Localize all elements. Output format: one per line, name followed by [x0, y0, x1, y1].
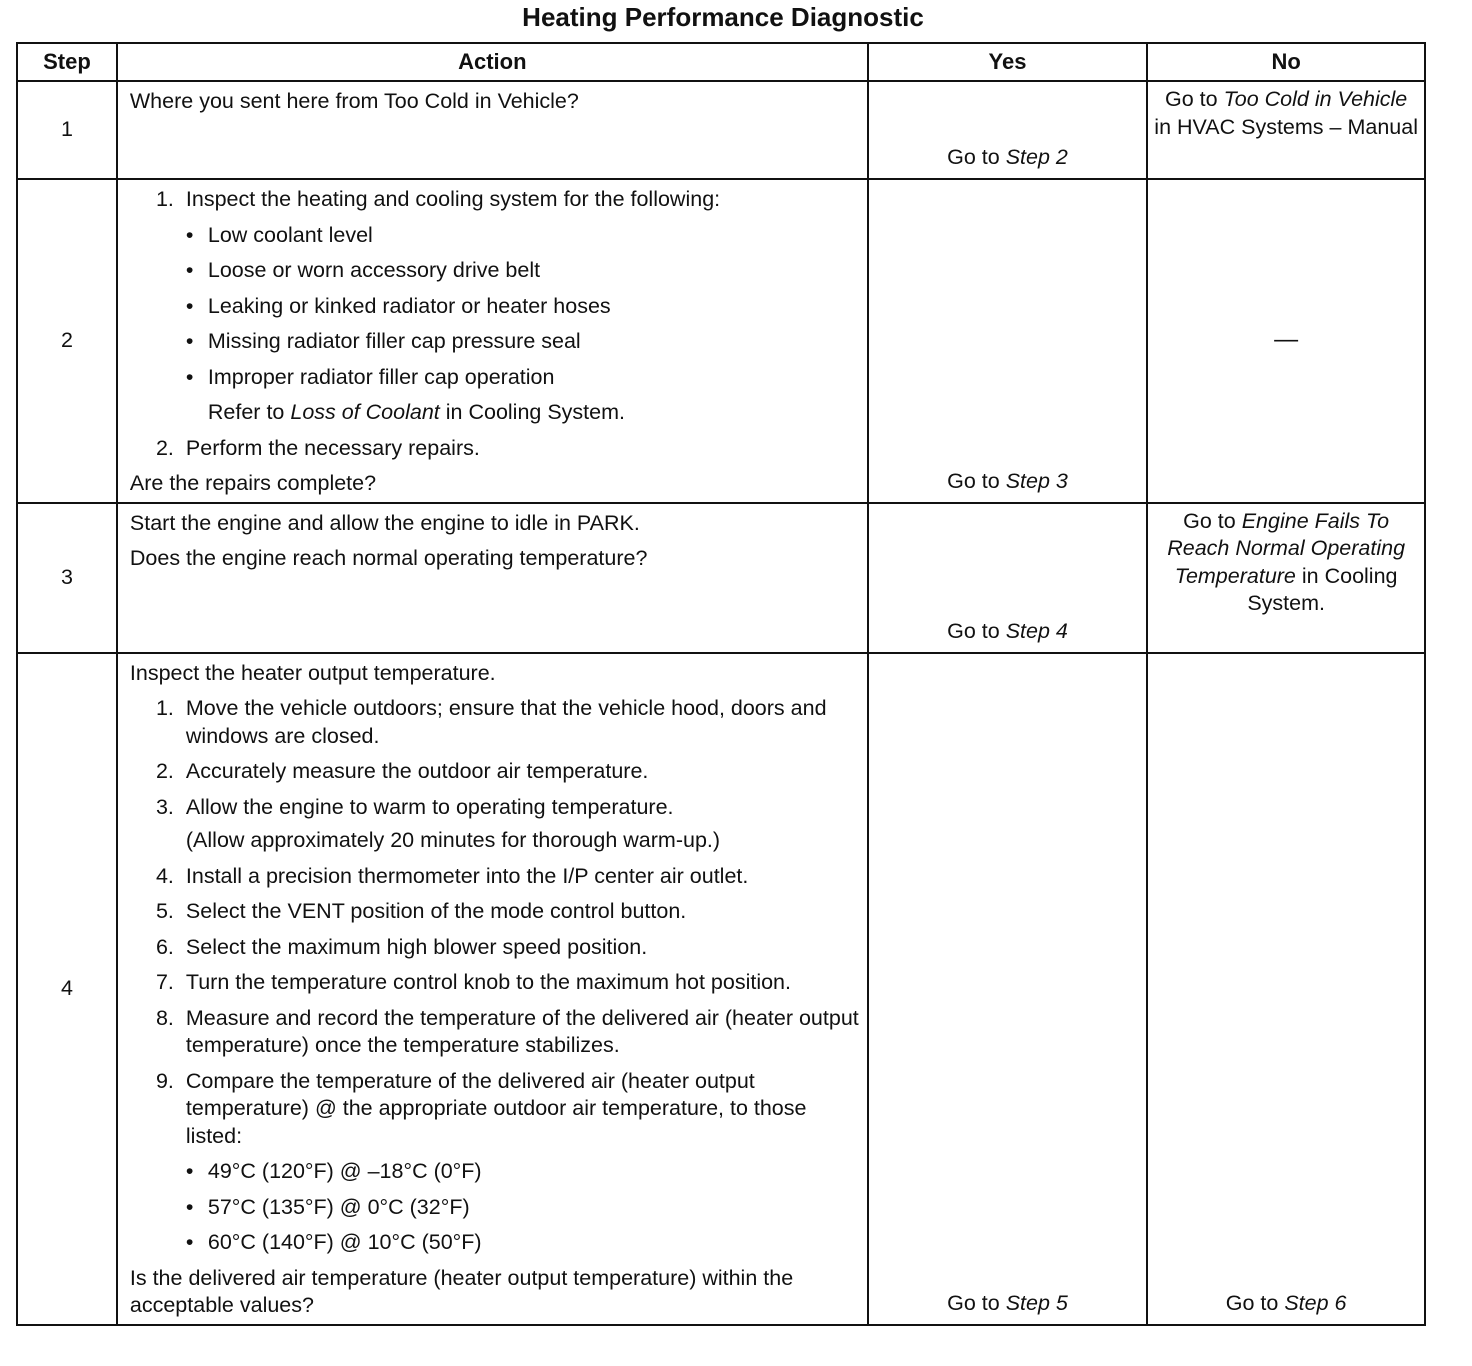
no-link[interactable]: Too Cold in Vehicle [1223, 87, 1408, 111]
no-value: — [1274, 326, 1299, 354]
yes-cell [868, 503, 1148, 653]
question: Are the repairs complete? [129, 471, 377, 496]
no-cell [1147, 653, 1425, 1325]
bullet-icon: • [185, 222, 194, 247]
reference-link[interactable]: Loss of Coolant [290, 400, 440, 425]
page-title: Heating Performance Diagnostic [522, 2, 924, 32]
no-suffix: in Cooling System. [1247, 563, 1398, 616]
header-row [17, 43, 1425, 81]
no-cell [1147, 81, 1425, 179]
item-text: Inspect the heating and cooling system for the following: [185, 187, 721, 211]
item-number: 1. [155, 187, 174, 211]
action-cell [117, 503, 868, 653]
table-row [17, 503, 1425, 653]
reference-note: Refer to Loss of Coolant in Cooling System. [207, 400, 625, 425]
item-number: 2. [155, 435, 174, 460]
bullet-item: • Loose or worn accessory drive belt [186, 257, 859, 285]
bullet-item: • 57°C (135°F) @ 0°C (32°F) [186, 1194, 859, 1222]
yes-link[interactable]: Step 5 [1005, 1291, 1068, 1316]
no-cell [1147, 503, 1425, 653]
item-subnote: (Allow approximately 20 minutes for thorough warm-up.) [185, 828, 721, 853]
yes-cell [868, 81, 1148, 179]
bullet-item: • Leaking or kinked radiator or heater hoses [186, 293, 859, 321]
bullet-icon: • [185, 293, 194, 318]
header-step: Step [17, 43, 117, 81]
yes-cell [868, 179, 1148, 503]
yes-cell [868, 653, 1148, 1325]
action-cell [117, 81, 868, 179]
bullet-item: • Low coolant level [186, 222, 859, 250]
step-number: 4 [17, 653, 117, 1325]
no-link[interactable]: Step 6 [1284, 1291, 1347, 1316]
table-row [17, 81, 1425, 179]
diagnostic-table [16, 42, 1426, 1326]
action-cell [117, 653, 868, 1325]
list-item: 3. Allow the engine to warm to operating temperature. (Allow approximately 20 minutes for thorough warm-up.) [130, 794, 859, 855]
header-yes: Yes [868, 43, 1148, 81]
header-no: No [1147, 43, 1425, 81]
go-to-text: Go to [947, 619, 1000, 644]
list-item: 4. Install a precision thermometer into the I/P center air outlet. [155, 863, 749, 888]
bullet-item: • 49°C (120°F) @ –18°C (0°F) [186, 1158, 859, 1186]
bullet-icon: • [185, 1230, 194, 1255]
bullet-icon: • [185, 329, 194, 354]
list-item: 6. Select the maximum high blower speed position. [155, 934, 648, 959]
go-to-text: Go to [1165, 87, 1218, 111]
procedure-list [130, 186, 859, 462]
list-item: 1. Move the vehicle outdoors; ensure that the vehicle hood, doors and windows are closed. [155, 696, 827, 748]
list-item: 7. Turn the temperature control knob to the maximum hot position. [155, 970, 791, 995]
list-item [130, 435, 859, 463]
table-row [17, 653, 1425, 1325]
question: Is the delivered air temperature (heater output temperature) within the acceptable values? [129, 1265, 794, 1318]
yes-link[interactable]: Step 2 [1005, 145, 1068, 170]
go-to-text: Go to [947, 1291, 1000, 1316]
bullet-list [186, 222, 859, 392]
table-row [17, 179, 1425, 503]
step-number: 2 [17, 179, 117, 503]
bullet-icon: • [185, 1159, 194, 1184]
procedure-list [130, 695, 859, 1257]
step-number: 3 [17, 503, 117, 653]
no-link[interactable]: Engine Fails To Reach Normal Operating Temperature [1167, 508, 1406, 588]
question: Where you sent here from Too Cold in Vehicle? [129, 89, 579, 113]
no-suffix: in HVAC Systems – Manual [1154, 114, 1418, 139]
question: Does the engine reach normal operating temperature? [129, 546, 648, 571]
go-to-text: Go to [947, 469, 1000, 494]
go-to-text: Go to [1225, 1291, 1279, 1316]
bullet-item: • Improper radiator filler cap operation [186, 364, 859, 392]
go-to-text: Go to [1183, 508, 1236, 533]
bullet-icon: • [185, 258, 194, 283]
yes-link[interactable]: Step 4 [1005, 619, 1068, 644]
action-text: Start the engine and allow the engine to idle in PARK. [129, 510, 640, 535]
no-cell [1147, 179, 1425, 503]
bullet-item: • Missing radiator filler cap pressure seal [186, 328, 859, 356]
step-number: 1 [17, 81, 117, 179]
action-intro: Inspect the heater output temperature. [129, 660, 496, 685]
bullet-icon: • [185, 1194, 194, 1219]
list-item [130, 186, 859, 427]
bullet-item: • 60°C (140°F) @ 10°C (50°F) [186, 1229, 859, 1257]
list-item: 9. Compare the temperature of the delivered air (heater output temperature) @ the appropriate outdoor air temperature, to those listed: • 49°C (120°F) @ –18°C (0°F) • 57°C (135°F) @ 0°C (32°F) • 60°C (140°F) @ 10°C (50°F) [130, 1068, 859, 1257]
bullet-icon: • [185, 364, 194, 389]
action-cell [117, 179, 868, 503]
list-item: 8. Measure and record the temperature of the delivered air (heater output temperature) once the temperature stabilizes. [155, 1005, 859, 1058]
yes-link[interactable]: Step 3 [1005, 469, 1068, 494]
bullet-list [186, 1158, 859, 1257]
go-to-text: Go to [947, 145, 1000, 170]
list-item: 5. Select the VENT position of the mode control button. [155, 899, 687, 924]
item-text: Perform the necessary repairs. [185, 435, 480, 460]
list-item: 2. Accurately measure the outdoor air temperature. [155, 759, 649, 784]
header-action: Action [117, 43, 868, 81]
